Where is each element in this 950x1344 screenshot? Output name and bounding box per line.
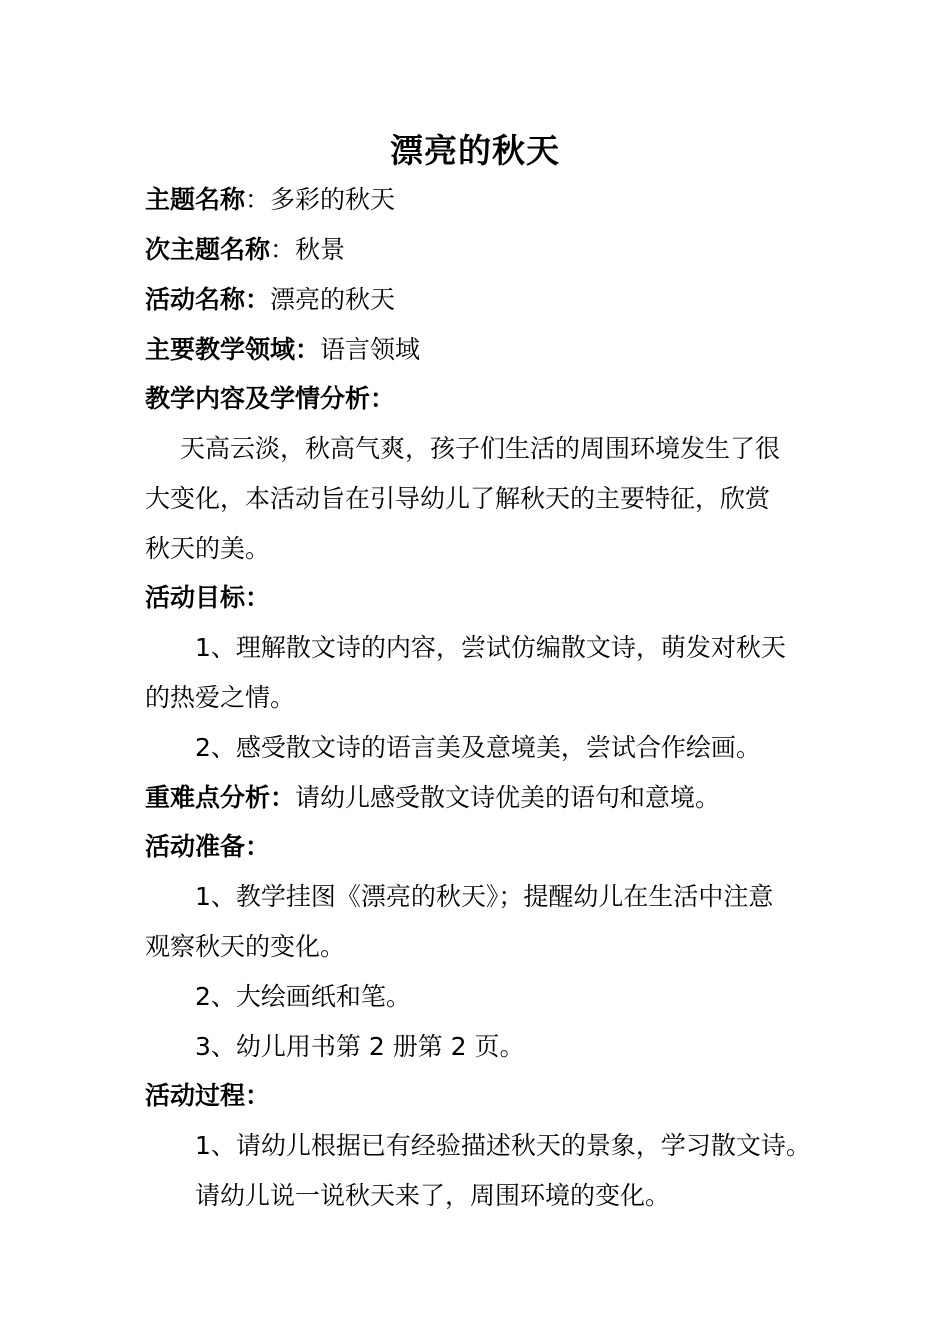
paragraph-line: 天高云淡，秋高气爽，孩子们生活的周围环境发生了很 — [180, 434, 781, 463]
field-teaching-domain — [145, 329, 835, 371]
list-item-line: 2、大绘画纸和笔。 — [195, 982, 411, 1011]
section-heading-analysis: 教学内容及学情分析： — [145, 384, 396, 413]
list-item-line: 请幼儿说一说秋天来了，周围环境的变化。 — [195, 1181, 671, 1210]
document-title: 漂亮的秋天 — [390, 131, 560, 170]
section-heading-preparation: 活动准备： — [145, 832, 271, 861]
list-item-line: 的热爱之情。 — [145, 683, 296, 712]
field-label: 重难点分析： — [145, 783, 296, 812]
paragraph-line: 秋天的美。 — [145, 534, 271, 563]
list-item-line: 3、幼儿用书第 2 册第 2 页。 — [195, 1032, 525, 1061]
field-value: 漂亮的秋天 — [270, 285, 396, 314]
field-label: 次主题名称 — [145, 235, 271, 264]
field-activity-name — [145, 279, 835, 321]
field-value: 语言领域 — [320, 335, 421, 364]
field-value: 多彩的秋天 — [270, 185, 396, 214]
section-heading-goals: 活动目标： — [145, 583, 271, 612]
field-value: 请幼儿感受散文诗优美的语句和意境。 — [295, 783, 721, 812]
field-difficulty-analysis — [145, 777, 835, 819]
field-separator: ： — [245, 185, 271, 214]
list-item-line: 2、感受散文诗的语言美及意境美，尝试合作绘画。 — [195, 733, 761, 762]
list-item-line: 观察秋天的变化。 — [145, 932, 346, 961]
list-item-line: 1、教学挂图《漂亮的秋天》；提醒幼儿在生活中注意 — [195, 882, 774, 911]
field-label: 主要教学领域： — [145, 335, 321, 364]
section-heading-process: 活动过程： — [145, 1081, 271, 1110]
field-value: 秋景 — [295, 235, 346, 264]
list-item-line: 1、理解散文诗的内容，尝试仿编散文诗，萌发对秋天 — [195, 633, 786, 662]
field-separator: ： — [270, 235, 296, 264]
field-subtheme-name — [145, 229, 835, 271]
paragraph-line: 大变化，本活动旨在引导幼儿了解秋天的主要特征，欣赏 — [145, 484, 771, 513]
field-theme-name — [145, 179, 835, 221]
field-label: 主题名称 — [145, 185, 246, 214]
field-label: 活动名称： — [145, 285, 271, 314]
list-item-line: 1、请幼儿根据已有经验描述秋天的景象，学习散文诗。 — [195, 1131, 811, 1160]
